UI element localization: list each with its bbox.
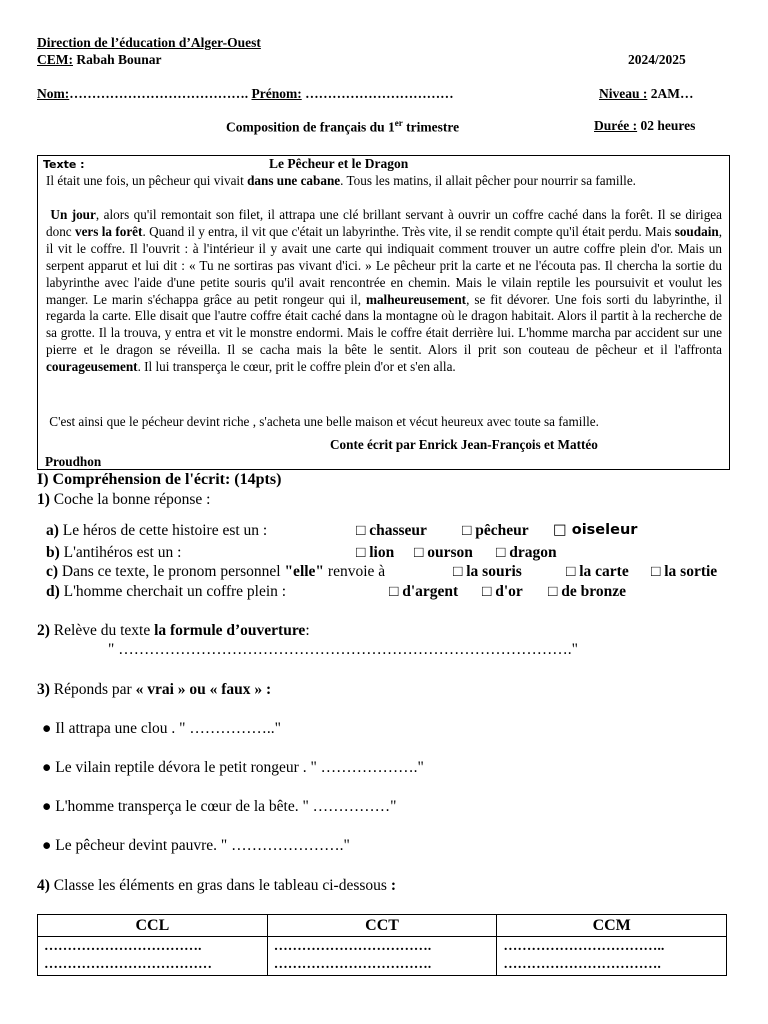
name-line	[37, 86, 454, 102]
text-title: Le Pêcheur et le Dragon	[269, 156, 409, 171]
prenom-field[interactable]: ……………………………	[301, 86, 454, 101]
statement-4[interactable]: ● Le pêcheur devint pauvre. " …………………."	[42, 837, 350, 854]
direction-label: Direction de l’éducation d’Alger-Ouest	[37, 35, 261, 50]
question-2-answer-line[interactable]: " ……………………………………………………………………………."	[108, 641, 578, 658]
header-cct: CCT	[267, 915, 497, 937]
text-box	[37, 155, 730, 470]
table-row	[38, 937, 727, 976]
signature-line-1: Conte écrit par Enrick Jean-François et Mattéo	[330, 437, 598, 452]
composition-title: Composition de français du 1er trimestre	[226, 118, 460, 135]
option-la-carte[interactable]: □ la carte	[566, 563, 629, 580]
question-1: 1) Coche la bonne réponse :	[37, 491, 211, 508]
signature-line-2: Proudhon	[45, 454, 102, 469]
duree-line	[594, 118, 695, 134]
classification-table	[37, 914, 727, 976]
cem-value: Rabah Bounar	[73, 52, 162, 67]
paragraph-1: Il était une fois, un pêcheur qui vivait dans une cabane. Tous les matins, il allait pêcher pour nourrir sa famille.	[46, 173, 636, 188]
question-2: 2) Relève du texte la formule d’ouverture:	[37, 622, 310, 639]
header-ccm: CCM	[497, 915, 727, 937]
duree-label: Durée :	[594, 118, 638, 133]
text-label: Texte :	[43, 158, 85, 171]
ccl-cell[interactable]: ……………………………. ………………………………	[38, 937, 268, 976]
option-argent[interactable]: □ d'argent	[389, 583, 459, 600]
item-a-question: a) Le héros de cette histoire est un :	[46, 522, 268, 539]
item-d-question: d) L'homme cherchait un coffre plein :	[46, 583, 287, 600]
option-lion[interactable]: □ lion	[356, 544, 395, 561]
item-c-question: c) Dans ce texte, le pronom personnel "elle" renvoie à	[46, 563, 386, 580]
question-3: 3) Réponds par « vrai » ou « faux » :	[37, 681, 272, 698]
paragraph-2: Un jour, alors qu'il remontait son filet, il attrapa une clé brillant servant à ouvrir un coffre caché dans la forêt. Il se dirigea donc vers la forêt. Quand il y entra, il vit que c'était un labyrinthe. Très vite, il se rendit compte qu'il était perdu. Mais soudain, il vit le coffre. Il l'ouvrit : à l'intérieur il y avait une carte qui indiquait comment trouver un autre coffre plein d'or. Mais un serpent apparut et lui dit : « Tu ne sortiras pas vivant d'ici. » Le pêcheur prit la carte et ne l'écouta pas. Il chercha la sortie du labyrinthe avec l'aide d'une petite souris qu'il avait rencontrée en chemin. Mais le vilain reptile les poursuivit et voulut les manger. Le marin s'échappa grâce au petit rongeur qui il, malheureusement, se fit dévorer. Une fois sorti du labyrinthe, il regarda la carte. Elle disait que l'autre coffre était caché dans la montagne où le dragon habitait. Alors il partit à la recherche de sa grotte. Il la trouva, y entra et vit le monstre endormi. Mais le coffre était derrière lui. L'homme marcha par accident sur une pierre et le dragon se réveilla. Il se cacha mais la bête le sentit. Alors il prit son couteau de pêcheur et il l'affronta courageusement. Il lui transperça le cœur, prit le coffre plein d'or et s'en alla.	[46, 207, 723, 375]
cct-cell[interactable]: ……………………………. …………………………….	[267, 937, 497, 976]
table-header-row	[38, 915, 727, 937]
cem-label: CEM:	[37, 52, 73, 67]
option-oiseleur[interactable]: □ oiseleur	[553, 522, 638, 538]
niveau-value: 2AM…	[647, 86, 694, 101]
statement-2[interactable]: ● Le vilain reptile dévora le petit rongeur . " ………………."	[42, 759, 424, 776]
option-dragon[interactable]: □ dragon	[496, 544, 557, 561]
ccm-cell[interactable]: …………………………….. …………………………….	[497, 937, 727, 976]
question-4: 4) Classe les éléments en gras dans le tableau ci-dessous :	[37, 877, 396, 894]
nom-field[interactable]: ………………………………….	[69, 86, 252, 101]
duree-value: 02 heures	[637, 118, 696, 133]
statement-1[interactable]: ● Il attrapa une clou . " …………….."	[42, 720, 281, 737]
option-bronze[interactable]: □ de bronze	[548, 583, 626, 600]
option-chasseur[interactable]: □ chasseur	[356, 522, 427, 539]
option-la-souris[interactable]: □ la souris	[453, 563, 522, 580]
niveau-label: Niveau :	[599, 86, 648, 101]
paragraph-3: C'est ainsi que le pécheur devint riche , s'acheta une belle maison et vécut heureux avec toute sa famille.	[49, 414, 599, 429]
prenom-label: Prénom:	[251, 86, 302, 101]
option-pecheur[interactable]: □ pêcheur	[462, 522, 529, 539]
niveau-line	[599, 86, 694, 102]
option-ourson[interactable]: □ ourson	[414, 544, 473, 561]
school-year: 2024/2025	[628, 52, 686, 67]
option-or[interactable]: □ d'or	[482, 583, 523, 600]
item-b-question: b) L'antihéros est un :	[46, 544, 182, 561]
statement-3[interactable]: ● L'homme transperça le cœur de la bête. " ……………"	[42, 798, 397, 815]
cem-line	[37, 52, 162, 68]
section-title: I) Compréhension de l'écrit: (14pts)	[37, 471, 282, 488]
option-la-sortie[interactable]: □ la sortie	[651, 563, 718, 580]
header-ccl: CCL	[38, 915, 268, 937]
nom-label: Nom:	[37, 86, 70, 101]
